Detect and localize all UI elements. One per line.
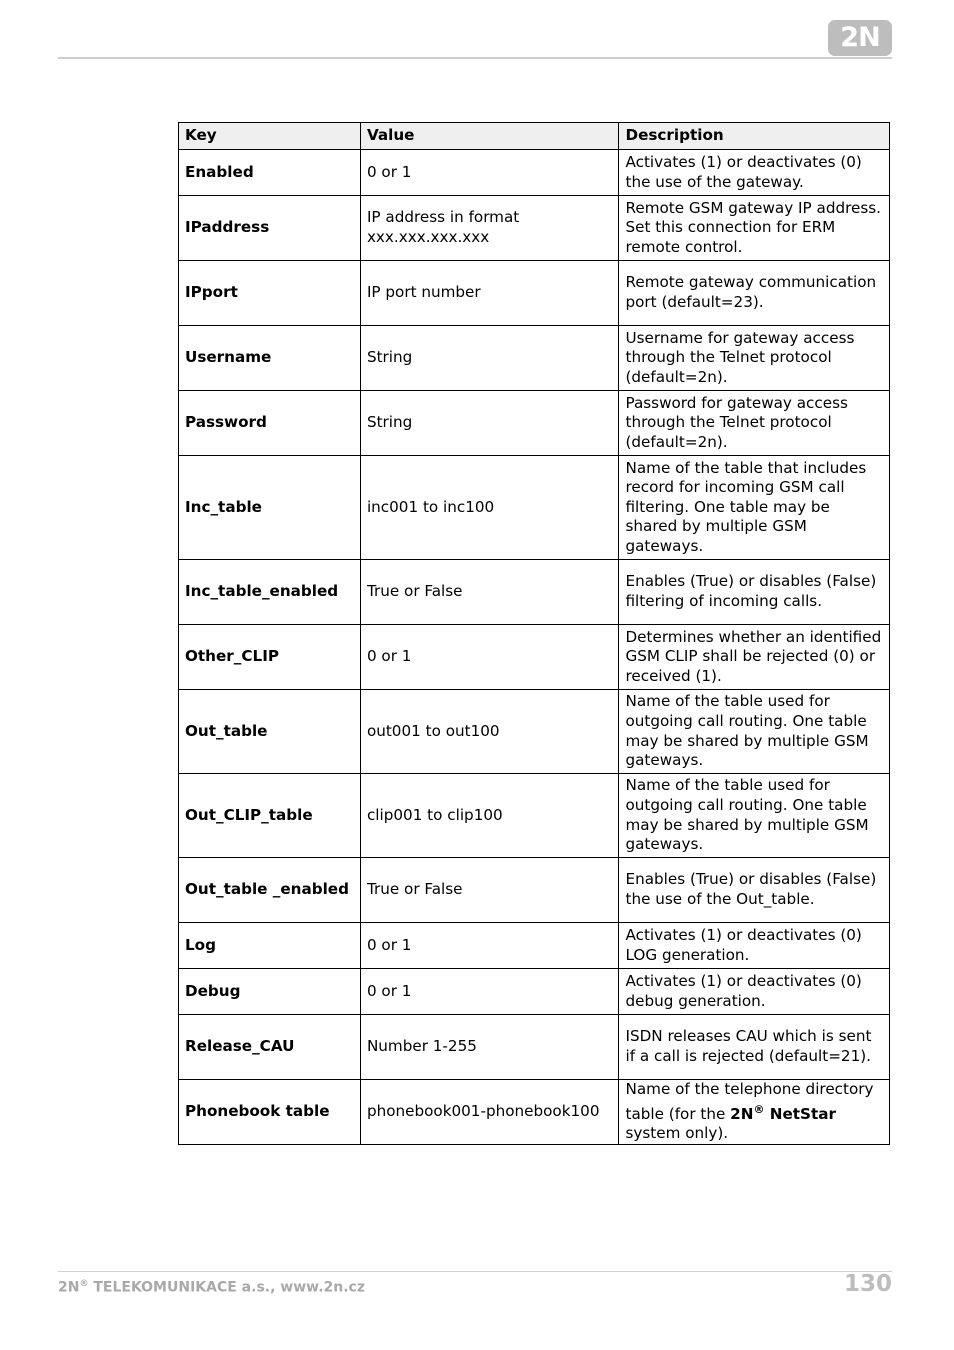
row-value: Number 1-255	[360, 1015, 619, 1080]
product-name: NetStar	[764, 1104, 836, 1123]
table-row	[179, 774, 890, 858]
footer-company-name: TELEKOMUNIKACE a.s., www.2n.cz	[88, 1279, 365, 1296]
table-row	[179, 261, 890, 326]
row-value: String	[360, 326, 619, 391]
page-number: 130	[843, 1271, 892, 1297]
table-row	[179, 858, 890, 923]
row-value: inc001 to inc100	[360, 456, 619, 560]
description-text-end: system only).	[625, 1124, 729, 1143]
row-value: True or False	[360, 560, 619, 625]
row-value: True or False	[360, 858, 619, 923]
row-description: Activates (1) or deactivates (0) the use of the gateway.	[619, 150, 890, 196]
row-key: Inc_table_enabled	[179, 560, 361, 625]
row-value: 0 or 1	[360, 923, 619, 969]
row-description	[619, 1080, 890, 1145]
parameter-table	[178, 122, 890, 1145]
table-row	[179, 196, 890, 261]
row-description: ISDN releases CAU which is sent if a call is rejected (default=21).	[619, 1015, 890, 1080]
row-key: IPport	[179, 261, 361, 326]
column-header-value: Value	[360, 123, 619, 150]
row-key: Out_table _enabled	[179, 858, 361, 923]
row-description: Name of the table used for outgoing call routing. One table may be shared by multiple GSM gateways.	[619, 774, 890, 858]
table-row	[179, 150, 890, 196]
row-value: out001 to out100	[360, 690, 619, 774]
row-description: Activates (1) or deactivates (0) LOG generation.	[619, 923, 890, 969]
row-value: 0 or 1	[360, 150, 619, 196]
row-value: phonebook001-phonebook100	[360, 1080, 619, 1145]
row-description: Remote gateway communication port (default=23).	[619, 261, 890, 326]
company-logo: 2N	[828, 20, 892, 56]
row-key: Log	[179, 923, 361, 969]
row-value: clip001 to clip100	[360, 774, 619, 858]
row-description: Activates (1) or deactivates (0) debug generation.	[619, 969, 890, 1015]
table-row	[179, 560, 890, 625]
footer-company	[58, 1279, 365, 1296]
row-description: Enables (True) or disables (False) filtering of incoming calls.	[619, 560, 890, 625]
row-key: Enabled	[179, 150, 361, 196]
row-description: Password for gateway access through the Telnet protocol (default=2n).	[619, 391, 890, 456]
footer-brand: 2N	[58, 1279, 80, 1296]
row-description: Name of the table that includes record for incoming GSM call filtering. One table may be shared by multiple GSM gateways.	[619, 456, 890, 560]
registered-mark: ®	[753, 1102, 765, 1116]
description-text: Name of the telephone directory table (for the	[625, 1080, 874, 1123]
table-header-row	[179, 123, 890, 150]
row-description: Username for gateway access through the Telnet protocol (default=2n).	[619, 326, 890, 391]
row-value: 0 or 1	[360, 969, 619, 1015]
table-row	[179, 456, 890, 560]
table-row	[179, 690, 890, 774]
row-value: IP address in format xxx.xxx.xxx.xxx	[360, 196, 619, 261]
row-description: Enables (True) or disables (False) the use of the Out_table.	[619, 858, 890, 923]
row-value: String	[360, 391, 619, 456]
table-row	[179, 969, 890, 1015]
row-key: Out_table	[179, 690, 361, 774]
row-value: 0 or 1	[360, 625, 619, 690]
row-value: IP port number	[360, 261, 619, 326]
row-key: Debug	[179, 969, 361, 1015]
column-header-description: Description	[619, 123, 890, 150]
row-key: Out_CLIP_table	[179, 774, 361, 858]
row-key: Release_CAU	[179, 1015, 361, 1080]
table-row	[179, 326, 890, 391]
row-key: IPaddress	[179, 196, 361, 261]
row-key: Phonebook table	[179, 1080, 361, 1145]
table-row	[179, 1015, 890, 1080]
row-key: Inc_table	[179, 456, 361, 560]
row-description: Determines whether an identified GSM CLIP shall be rejected (0) or received (1).	[619, 625, 890, 690]
column-header-key: Key	[179, 123, 361, 150]
table-row	[179, 625, 890, 690]
row-key: Username	[179, 326, 361, 391]
footer-divider	[58, 1271, 892, 1272]
row-description: Name of the table used for outgoing call routing. One table may be shared by multiple GSM gateways.	[619, 690, 890, 774]
table-row	[179, 1080, 890, 1145]
row-key: Password	[179, 391, 361, 456]
footer-registered-mark: ®	[79, 1279, 89, 1289]
table-row	[179, 923, 890, 969]
row-key: Other_CLIP	[179, 625, 361, 690]
table-row	[179, 391, 890, 456]
header-divider	[58, 57, 892, 59]
brand-name: 2N	[730, 1104, 754, 1123]
row-description: Remote GSM gateway IP address. Set this connection for ERM remote control.	[619, 196, 890, 261]
